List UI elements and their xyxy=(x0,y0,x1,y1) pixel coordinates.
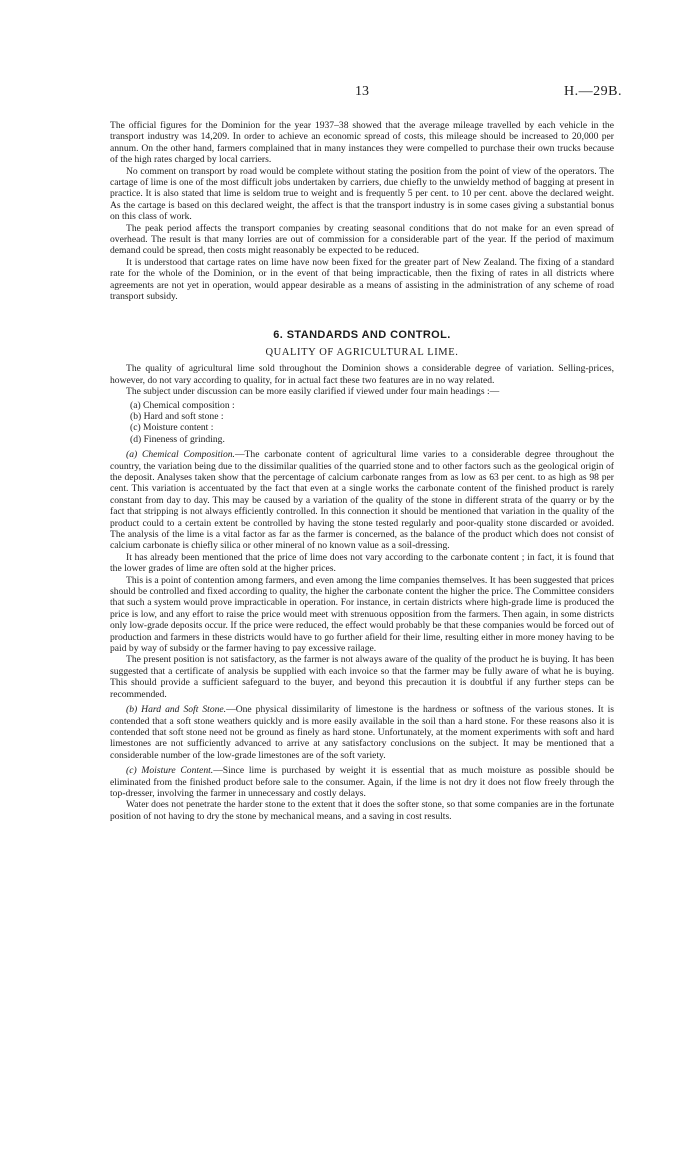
chemical-composition-label: (a) Chemical Composition. xyxy=(126,449,235,461)
intro-paragraph-1: The official figures for the Dominion for the year 1937–38 showed that the average mileage travelled by each vehicle in the transport industry was 14,209. In order to achieve an economic spread of costs, this mileage should be increased to 20,000 per annum. On the other hand, farmers complained that in many instances they were compelled to purchase their own trucks because of the high rates charged by local carriers. xyxy=(110,120,614,166)
section-subheading: QUALITY OF AGRICULTURAL LIME. xyxy=(265,346,459,358)
page-body xyxy=(110,120,614,822)
carbonate-price-paragraph: It has already been mentioned that the price of lime does not vary according to the carbonate content ; in fact, it is found that the lower grades of lime are often sold at the higher prices. xyxy=(110,551,614,575)
quality-paragraph: The quality of agricultural lime sold throughout the Dominion shows a considerable degree of variation. Selling-prices, however, do not vary according to quality, for in actual fact these two features are in no way related. xyxy=(110,363,614,386)
water-penetration-paragraph: Water does not penetrate the harder stone to the extent that it does the softer stone, so that some companies are in the fortunate position of not having to dry the stone by mechanical means, and a saving in cost results. xyxy=(110,799,614,822)
moisture-content-label: (c) Moisture Content. xyxy=(126,765,214,777)
document-reference: H.—29B. xyxy=(564,84,622,99)
moisture-content-paragraph xyxy=(110,765,614,799)
chemical-composition-text: —The carbonate content of agricultural lime varies to a considerable degree throughout the country, the variation being due to the dissimilar qualities of the quarried stone and to other factors such as the geological origin of the deposit. Analyses taken show that the percentage of calcium carbonate ranges from as low as 63 per cent. to as high as 98 per cent. This variation is accentuated by the fact that even at a single works the carbonate content of the finished product is rarely constant from day to day. This may be caused by a variation of the quality of the stone in different strata of the quarry or by the fact that stripping is not always efficiently controlled. In this connection it should be mentioned that variation in the quality of the product could to a certain extent be controlled by having the stone tested regularly and poor-quality stone discarded or avoided. The analysis of the lime is a vital factor as far as the farmer is concerned, as the balance of the product which does not consist of calcium carbonate is chiefly silica or other mineral of no known value as a soil-dressing. xyxy=(110,449,614,552)
list-item: (b) Hard and soft stone : xyxy=(130,410,224,422)
hard-soft-stone-text: —One physical dissimilarity of limestone is the hardness or softness of the various stones. It is contended that a soft stone weathers quickly and is more easily available in the soil than a hard stone. For these reasons also it is contended that soft stone need not be ground as finely as hard stone. Unfortunately, at the moment experiments with soft and hard limestones are not sufficiently advanced to arrive at any satisfactory conclusions on the subject. It may be mentioned that a considerable number of the low-grade limestones are of the soft variety. xyxy=(110,704,614,761)
page-header xyxy=(110,84,622,104)
main-headings-list xyxy=(110,400,614,446)
present-position-paragraph: The present position is not satisfactory, as the farmer is not always aware of the quality of the product he is buying. It has been suggested that a certificate of analysis be supplied with each invoice so that the farmer may be fully aware of what he is buying. This should provide a sufficient safeguard to the buyer, and beyond this precaution it is doubtful if any further steps can be recommended. xyxy=(110,654,614,700)
hard-soft-stone-paragraph xyxy=(110,704,614,761)
contention-paragraph: This is a point of contention among farmers, and even among the lime companies themselves. It has been suggested that prices should be controlled and fixed according to quality, the higher the carbonate content the higher the price. The Committee considers that such a system would prove impracticable in operation. For instance, in certain districts where high-grade lime is produced the price is low, and any effort to raise the price would meet with strenuous opposition from the farmers. Then again, in some districts only low-grade deposits occur. If the price were reduced, the effect would probably be that these companies would be forced out of production and farmers in these districts would have to go further afield for their lime, resulting either in more money having to be paid by way of subsidy or the farmer having to pay excessive railage. xyxy=(110,574,614,655)
intro-paragraph-3: The peak period affects the transport companies by creating seasonal conditions that do not make for an even spread of overhead. The result is that many lorries are out of commission for a considerable part of the year. If the period of maximum demand could be spread, then costs might reasonably be expected to be reduced. xyxy=(110,222,614,257)
page-number: 13 xyxy=(355,84,369,99)
list-item: (a) Chemical composition : xyxy=(130,399,235,411)
hard-soft-stone-label: (b) Hard and Soft Stone. xyxy=(126,704,227,716)
chemical-composition-paragraph xyxy=(110,449,614,552)
list-item: (d) Fineness of grinding. xyxy=(130,433,225,445)
moisture-content-text: —Since lime is purchased by weight it is essential that as much moisture as possible should be eliminated from the finished product before sale to the consumer. Again, if the lime is not dry it does not flow freely through the top-dresser, involving the farmer in unnecessary and costly delays. xyxy=(110,765,614,799)
intro-paragraph-4: It is understood that cartage rates on lime have now been fixed for the greater part of New Zealand. The fixing of a standard rate for the whole of the Dominion, or in the event of that being impracticable, then the fixing of rates in all districts where agreements are not yet in operation, would appear desirable as a means of assisting in the administration of any scheme of road transport subsidy. xyxy=(110,256,614,303)
intro-paragraph-2: No comment on transport by road would be complete without stating the position from the point of view of the operators. The cartage of lime is one of the most difficult jobs undertaken by carriers, due chiefly to the unwieldy method of bagging at present in practice. It is also stated that lime is seldom true to weight and is frequently 5 per cent. to 10 per cent. above the declared weight. As the cartage is based on this declared weight, the affect is that the transport industry is in some cases giving a substantial bonus on this class of work. xyxy=(110,165,614,223)
headings-intro-paragraph: The subject under discussion can be more easily clarified if viewed under four main headings :— xyxy=(126,386,500,398)
list-item: (c) Moisture content : xyxy=(130,422,214,434)
section-heading: 6. STANDARDS AND CONTROL. xyxy=(273,328,451,341)
